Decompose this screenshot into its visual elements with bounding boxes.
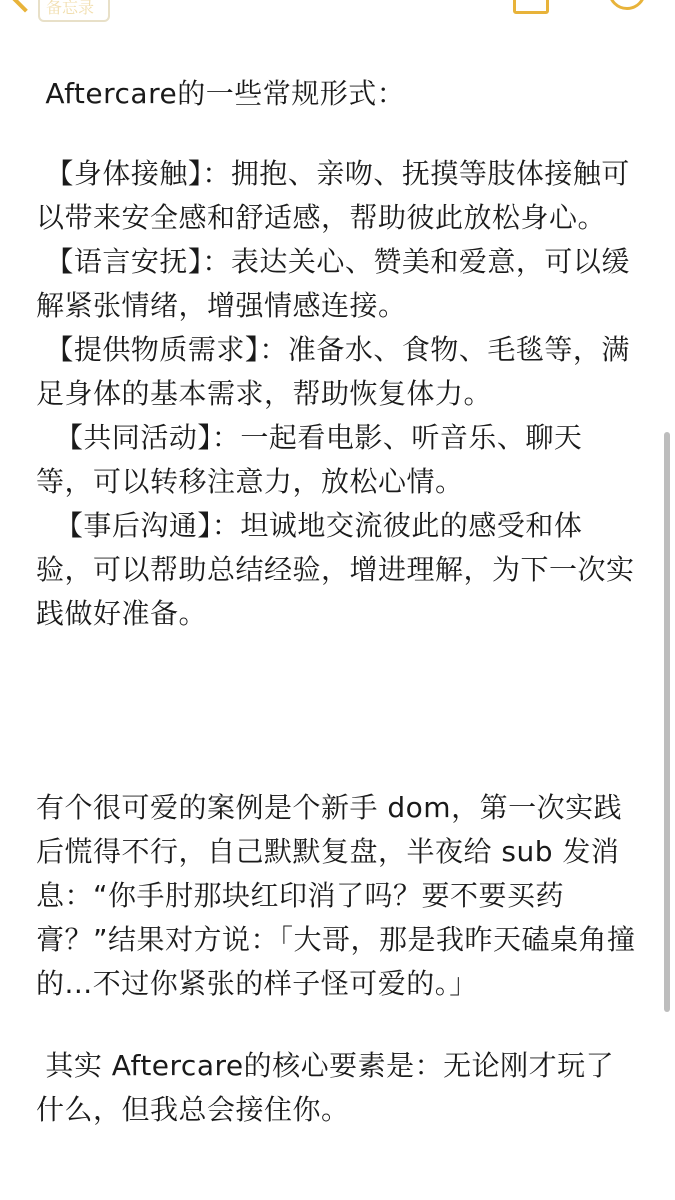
list-item-material-needs: 【提供物质需求】：准备水、食物、毛毯等，满足身体的基本需求，帮助恢复体力。	[36, 333, 630, 410]
note-conclusion: 其实 Aftercare的核心要素是：无论刚才玩了什么，但我总会接住你。	[36, 1049, 615, 1126]
note-body[interactable]	[36, 72, 636, 1132]
note-intro: Aftercare的一些常规形式：	[36, 77, 406, 110]
share-icon[interactable]	[513, 0, 549, 14]
scrollbar[interactable]	[664, 432, 670, 1012]
more-icon[interactable]	[608, 0, 646, 10]
list-item-aftercare-talk: 【事后沟通】：坦诚地交流彼此的感受和体验，可以帮助总结经验，增进理解，为下一次实践做好准备。	[36, 509, 635, 630]
list-item-physical-contact: 【身体接触】：拥抱、亲吻、抚摸等肢体接触可以带来安全感和舒适感，帮助彼此放松身心。	[36, 157, 630, 234]
back-button[interactable]	[38, 0, 110, 22]
toolbar	[0, 0, 675, 24]
list-item-shared-activities: 【共同活动】：一起看电影、听音乐、聊天等，可以转移注意力，放松心情。	[36, 421, 583, 498]
chevron-left-icon[interactable]	[9, 0, 40, 13]
list-item-verbal-comfort: 【语言安抚】：表达关心、赞美和爱意，可以缓解紧张情绪，增强情感连接。	[36, 245, 630, 322]
note-story: 有个很可爱的案例是个新手 dom，第一次实践后慌得不行，自己默默复盘，半夜给 sub 发消息：“你手肘那块红印消了吗？要不要买药膏？”结果对方说：「大哥，那是我昨天磕桌角撞的...不过你紧张的样子怪可爱的。」	[36, 791, 636, 1000]
back-button-label: 备忘录	[46, 0, 95, 17]
